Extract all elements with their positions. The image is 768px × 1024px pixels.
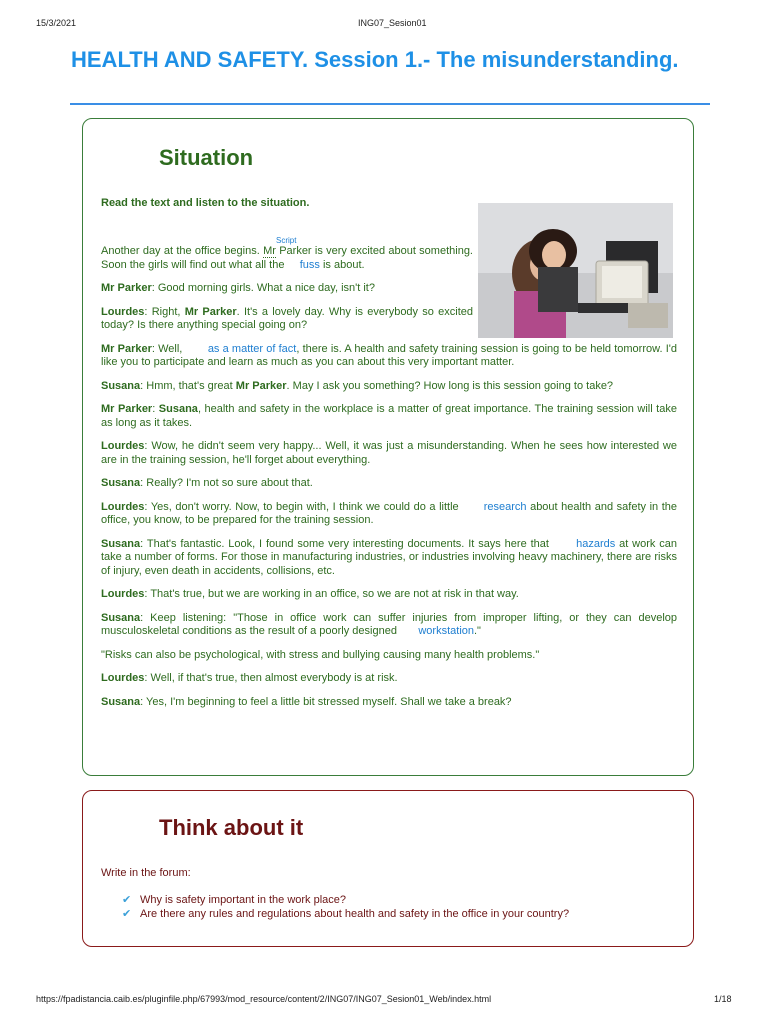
line-text: : Yes, I'm beginning to feel a little bit stressed myself. Shall we take a break? xyxy=(140,695,512,708)
print-date: 15/3/2021 xyxy=(36,18,77,28)
line-text: : That's fantastic. Look, I found some very interesting documents. It says here that xyxy=(140,537,553,550)
glossary-link-fuss[interactable]: fuss xyxy=(299,258,320,271)
speaker-name: Mr Parker xyxy=(101,342,152,355)
line-text: . May I ask you something? How long is this session going to take? xyxy=(286,379,614,392)
title-underline xyxy=(70,103,710,105)
dialogue-line xyxy=(101,282,677,296)
list-item xyxy=(122,907,569,921)
line-text: , health and safety in the workplace is a matter of great importance. The training session will take as long as it takes. xyxy=(101,403,677,429)
print-url: https://fpadistancia.caib.es/pluginfile.php/67993/mod_resource/content/2/ING07/ING07_Sesion01_Web/index.html xyxy=(36,994,492,1004)
line-text: about health and safety in the office, you know, to be prepared for the training session. xyxy=(101,500,677,526)
print-page-number: 1/18 xyxy=(714,994,732,1004)
speaker-name: Susana xyxy=(101,695,141,708)
checkmark-icon: ✔ xyxy=(122,894,132,906)
line-text: , there is. A health and safety training session is going to be held tomorrow. I'd like you to participate and learn as much as you can about this very important matter. xyxy=(101,342,677,368)
think-heading: Think about it xyxy=(159,815,304,840)
line-text: : Keep listening: "Those in office work can suffer injuries from improper lifting, or they can develop musculoskeletal conditions as the result of a poorly designed xyxy=(101,611,677,637)
speaker-name: Lourdes xyxy=(101,500,145,513)
dialogue-line xyxy=(101,612,677,639)
page-title: HEALTH AND SAFETY. Session 1.- The misunderstanding. xyxy=(71,47,679,72)
speaker-mention: Mr Parker xyxy=(184,305,237,318)
situation-heading: Situation xyxy=(159,145,254,170)
line-text: : Well, xyxy=(151,342,186,355)
speaker-name: Mr Parker xyxy=(101,282,152,294)
dialogue-line xyxy=(101,343,677,370)
dialogue-line xyxy=(101,477,677,491)
dialogue-line xyxy=(101,588,677,602)
glossary-link-research[interactable]: research xyxy=(483,500,527,513)
print-doc-title: ING07_Sesion01 xyxy=(358,18,427,28)
dialogue-line xyxy=(101,672,677,686)
speaker-name: Lourdes xyxy=(101,672,145,684)
think-prompt: Write in the forum: xyxy=(101,867,191,879)
intro-text-b: Parker is very excited about something. Soon the girls will find out what all the xyxy=(101,245,473,271)
dialogue-line xyxy=(101,440,677,467)
situation-dialogue xyxy=(101,245,677,719)
checkmark-icon: ✔ xyxy=(122,908,132,920)
glossary-link-hazards[interactable]: hazards xyxy=(576,537,616,550)
speaker-name: Lourdes xyxy=(101,305,145,318)
line-text: : That's true, but we are working in an office, so we are not at risk in that way. xyxy=(144,588,519,600)
situation-instruction: Read the text and listen to the situation. xyxy=(101,197,310,209)
dialogue-line xyxy=(101,538,677,579)
speaker-name: Lourdes xyxy=(101,588,145,600)
line-text: at work can take a number of forms. For those in manufacturing industries, or industries involving heavy machinery, there are risks of injury, even death in accidents, collisions, etc. xyxy=(101,537,678,577)
intro-abbr: Mr xyxy=(263,245,276,257)
speaker-mention: Mr Parker xyxy=(235,379,287,392)
speaker-mention: Susana xyxy=(158,403,198,415)
line-text: : Good morning girls. What a nice day, isn't it? xyxy=(151,282,375,294)
question-text: Why is safety important in the work place? xyxy=(140,894,347,906)
dialogue-line xyxy=(101,403,677,430)
speaker-name: Susana xyxy=(101,379,141,392)
line-text: : Really? I'm not so sure about that. xyxy=(140,477,313,489)
dialogue-line xyxy=(101,501,677,528)
glossary-link-workstation[interactable]: workstation xyxy=(418,625,474,637)
line-text: : Wow, he didn't seem very happy... Well, it was just a misunderstanding. When he sees how interested we are in the training session, he'll forget about everything. xyxy=(101,440,677,466)
line-text: ." xyxy=(474,625,481,637)
line-text: . It's a lovely day. Why is everybody so excited today? Is there anything special going on? xyxy=(101,305,474,331)
list-item xyxy=(122,893,569,907)
glossary-link-matter-of-fact[interactable]: as a matter of fact xyxy=(207,342,297,355)
speaker-name: Mr Parker xyxy=(101,403,153,415)
speaker-name: Susana xyxy=(101,537,141,550)
line-text: : Well, if that's true, then almost everybody is at risk. xyxy=(144,672,398,684)
question-text: Are there any rules and regulations about health and safety in the office in your country? xyxy=(140,908,570,920)
dialogue-line xyxy=(101,649,677,663)
speaker-name: Lourdes xyxy=(101,440,145,452)
intro-text-c: is about. xyxy=(319,258,365,271)
line-text: : Yes, don't worry. Now, to begin with, I think we could do a little xyxy=(144,500,463,513)
intro-paragraph xyxy=(101,245,473,272)
dialogue-line xyxy=(101,306,473,333)
line-text: : xyxy=(152,403,159,415)
speaker-name: Susana xyxy=(101,477,141,489)
intro-text-a: Another day at the office begins. xyxy=(101,245,264,257)
line-text: : Right, xyxy=(144,305,185,318)
question-items xyxy=(122,893,569,921)
speaker-name: Susana xyxy=(101,611,141,624)
dialogue-line xyxy=(101,696,677,710)
line-text: "Risks can also be psychological, with stress and bullying causing many health problems." xyxy=(101,648,540,661)
dialogue-line xyxy=(101,380,677,394)
line-text: : Hmm, that's great xyxy=(140,379,236,392)
script-link[interactable]: Script xyxy=(276,236,297,245)
